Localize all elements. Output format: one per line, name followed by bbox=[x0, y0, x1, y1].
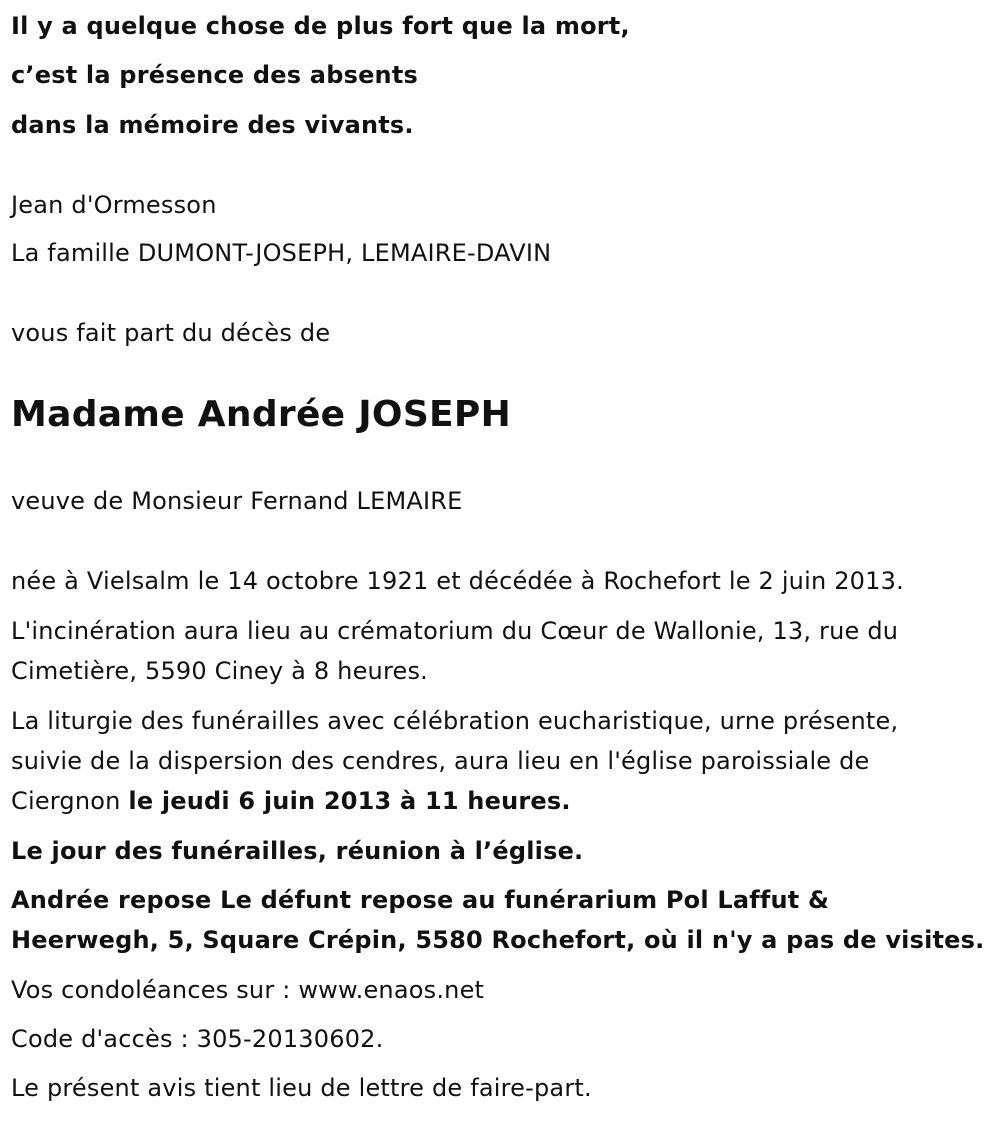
rest-line-1: Andrée repose Le défunt repose au funérarium Pol Laffut & bbox=[11, 886, 830, 914]
announcement-line: vous fait part du décès de bbox=[11, 319, 331, 347]
deceased-name: Madame Andrée JOSEPH bbox=[11, 394, 512, 435]
rest-line-2: Heerwegh, 5, Square Crépin, 5580 Rochefort, où il n'y a pas de visites. bbox=[11, 926, 985, 954]
cremation-line-2: Cimetière, 5590 Ciney à 8 heures. bbox=[11, 657, 428, 685]
liturgy-line-2: suivie de la dispersion des cendres, aura lieu en l'église paroissiale de bbox=[11, 747, 870, 775]
widow-of-line: veuve de Monsieur Fernand LEMAIRE bbox=[11, 487, 463, 515]
meeting-line: Le jour des funérailles, réunion à l’église. bbox=[11, 837, 584, 865]
quote-author: Jean d'Ormesson bbox=[11, 191, 217, 219]
liturgy-line-1: La liturgie des funérailles avec célébration eucharistique, urne présente, bbox=[11, 707, 899, 735]
family-line: La famille DUMONT-JOSEPH, LEMAIRE-DAVIN bbox=[11, 239, 552, 267]
access-code-line: Code d'accès : 305-20130602. bbox=[11, 1025, 384, 1053]
cremation-line-1: L'incinération aura lieu au crématorium du Cœur de Wallonie, 13, rue du bbox=[11, 617, 899, 645]
liturgy-line-3 bbox=[11, 781, 571, 821]
notice-line: Le présent avis tient lieu de lettre de faire-part. bbox=[11, 1074, 592, 1102]
liturgy-date: le jeudi 6 juin 2013 à 11 heures. bbox=[128, 787, 571, 815]
quote-line-2: c’est la présence des absents bbox=[11, 61, 418, 89]
quote-line-1: Il y a quelque chose de plus fort que la mort, bbox=[11, 12, 630, 40]
birth-death-line: née à Vielsalm le 14 octobre 1921 et décédée à Rochefort le 2 juin 2013. bbox=[11, 567, 904, 595]
liturgy-place: Ciergnon bbox=[11, 787, 129, 815]
quote-line-3: dans la mémoire des vivants. bbox=[11, 111, 414, 139]
condolences-line: Vos condoléances sur : www.enaos.net bbox=[11, 976, 485, 1004]
